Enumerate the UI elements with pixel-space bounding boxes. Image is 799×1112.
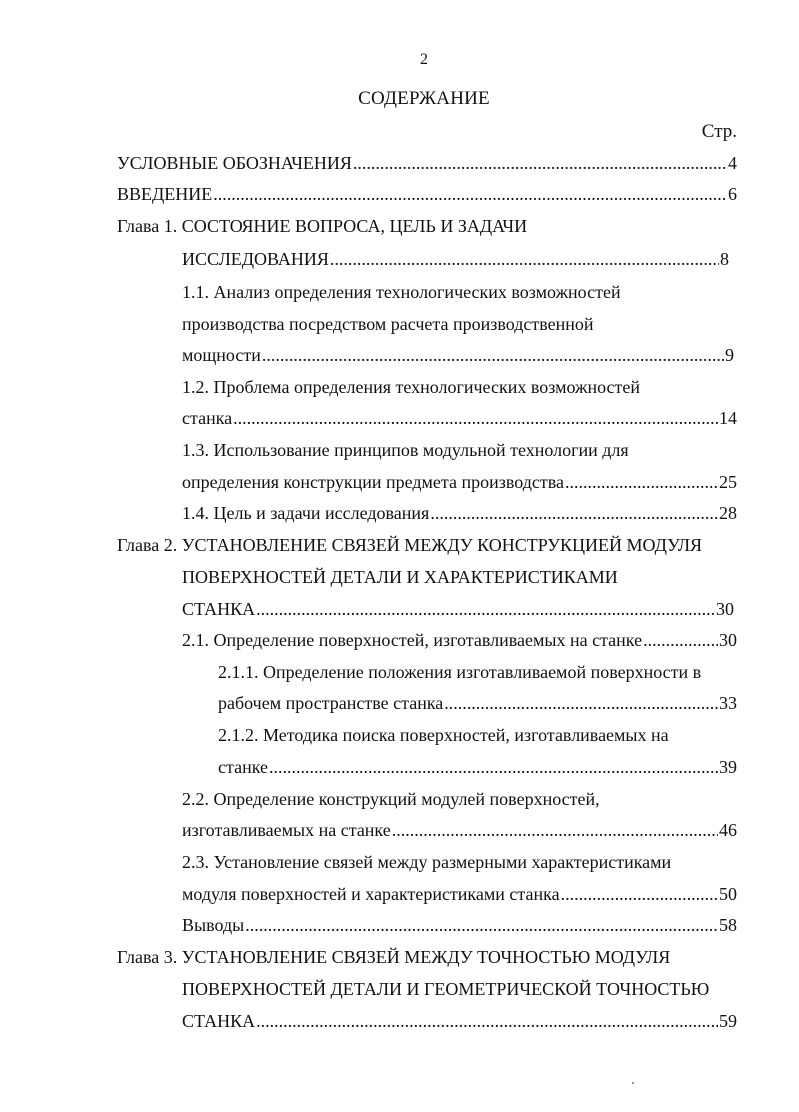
toc-entry-title: 1.4. Цель и задачи исследования [182, 503, 430, 523]
leader-dots [245, 910, 718, 941]
leader-dots [330, 244, 719, 275]
toc-entry-page: 25 [719, 472, 737, 492]
toc-entry-title: 2.1. Определение поверхностей, изготавливаемых на станке [182, 630, 643, 650]
toc-entry-title: станка [182, 408, 233, 428]
leader-dots [353, 148, 727, 179]
toc-entry [218, 688, 737, 719]
toc-entry [117, 148, 737, 179]
toc-entry [182, 403, 737, 434]
toc-entry-title: определения конструкции предмета производства [182, 472, 564, 492]
toc-entry [182, 498, 737, 529]
toc-entry: 1.3. Использование принципов модульной технологии для [182, 440, 629, 460]
toc-entry-title: изготавливаемых на станке [182, 820, 391, 840]
toc-entry: 1.2. Проблема определения технологических возможностей [182, 377, 641, 397]
toc-entry-page: 14 [719, 408, 737, 428]
toc-entry-title: СТАНКА [182, 599, 256, 619]
toc-entry-title: станке [218, 757, 268, 777]
toc-entry [182, 625, 737, 656]
toc-entry: Глава 2. УСТАНОВЛЕНИЕ СВЯЗЕЙ МЕЖДУ КОНСТРУКЦИЕЙ МОДУЛЯ [117, 535, 703, 555]
toc-entry-title: УСЛОВНЫЕ ОБОЗНАЧЕНИЯ [117, 153, 352, 173]
toc-entry [182, 879, 737, 910]
leader-dots [213, 179, 727, 210]
toc-entry-title: мощности [182, 345, 261, 365]
toc-entry: ПОВЕРХНОСТЕЙ ДЕТАЛИ И ГЕОМЕТРИЧЕСКОЙ ТОЧНОСТЬЮ [182, 979, 710, 999]
toc-entry: 2.3. Установление связей между размерными характеристиками [182, 852, 672, 872]
toc-entry [218, 752, 737, 783]
leader-dots [269, 752, 718, 783]
page-title: СОДЕРЖАНИЕ [358, 88, 490, 109]
toc-entry: 2.1.2. Методика поиска поверхностей, изготавливаемых на [218, 725, 669, 745]
scan-speck [632, 1082, 634, 1084]
toc-entry: Глава 3. УСТАНОВЛЕНИЕ СВЯЗЕЙ МЕЖДУ ТОЧНОСТЬЮ МОДУЛЯ [117, 947, 671, 967]
toc-entry-page: 30 [719, 630, 737, 650]
toc-entry [182, 594, 734, 625]
toc-entry-title: Выводы [182, 915, 245, 935]
page-column-label: Стр. [701, 121, 737, 142]
toc-entry-page: 59 [719, 1011, 737, 1031]
leader-dots [444, 688, 718, 719]
leader-dots [256, 1006, 718, 1037]
leader-dots [643, 625, 718, 656]
toc-entry: ПОВЕРХНОСТЕЙ ДЕТАЛИ И ХАРАКТЕРИСТИКАМИ [182, 567, 618, 587]
toc-entry-page: 46 [719, 820, 737, 840]
toc-entry-page: 50 [719, 884, 737, 904]
toc-entry [182, 244, 729, 275]
toc-entry-page: 8 [720, 249, 729, 269]
toc-entry [182, 340, 734, 371]
leader-dots [262, 340, 724, 371]
leader-dots [561, 879, 718, 910]
toc-entry-page: 30 [716, 599, 734, 619]
toc-entry-title: ИССЛЕДОВАНИЯ [182, 249, 329, 269]
toc-entry-page: 4 [728, 153, 737, 173]
leader-dots [233, 403, 718, 434]
leader-dots [256, 594, 715, 625]
toc-entry-page: 39 [719, 757, 737, 777]
toc-entry-page: 58 [719, 915, 737, 935]
toc-entry [182, 815, 737, 846]
leader-dots [430, 498, 718, 529]
toc-entry-page: 28 [719, 503, 737, 523]
toc-entry [182, 1006, 737, 1037]
toc-entry-title: СТАНКА [182, 1011, 256, 1031]
toc-entry: Глава 1. СОСТОЯНИЕ ВОПРОСА, ЦЕЛЬ И ЗАДАЧИ [117, 216, 528, 236]
toc-entry: 2.1.1. Определение положения изготавливаемой поверхности в [218, 662, 702, 682]
toc-entry [117, 179, 737, 210]
toc-entry-page: 33 [719, 693, 737, 713]
leader-dots [392, 815, 718, 846]
toc-entry-title: рабочем пространстве станка [218, 693, 444, 713]
toc-entry: производства посредством расчета производственной [182, 314, 594, 334]
toc-entry [182, 910, 737, 941]
toc-entry-title: ВВЕДЕНИЕ [117, 184, 213, 204]
toc-entry-page: 9 [725, 345, 734, 365]
toc-entry: 2.2. Определение конструкций модулей поверхностей, [182, 789, 600, 809]
toc-entry: 1.1. Анализ определения технологических возможностей [182, 282, 621, 302]
toc-entry [182, 467, 737, 498]
leader-dots [565, 467, 718, 498]
toc-entry-page: 6 [728, 184, 737, 204]
page-number: 2 [420, 51, 428, 68]
toc-entry-title: модуля поверхностей и характеристиками станка [182, 884, 560, 904]
